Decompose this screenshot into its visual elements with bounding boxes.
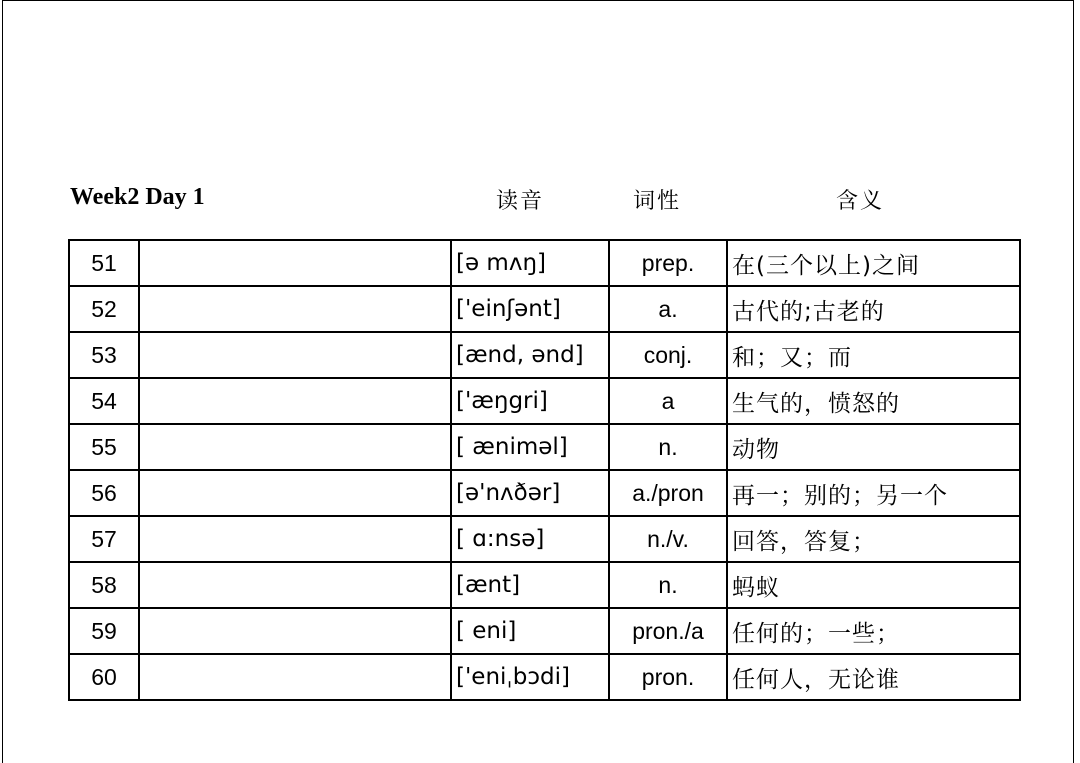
row-number-cell: 57: [69, 516, 139, 562]
phonetic-cell: [ə'nʌðər]: [451, 470, 609, 516]
meaning-cell: 回答，答复；: [727, 516, 1020, 562]
table-row: [69, 516, 1020, 562]
meaning-cell: 任何的；一些；: [727, 608, 1020, 654]
word-cell: [139, 332, 451, 378]
column-header-phonetic: 读音: [496, 189, 545, 214]
meaning-cell: 在(三个以上)之间: [727, 240, 1020, 286]
row-number-cell: 58: [69, 562, 139, 608]
meaning-cell: 生气的，愤怒的: [727, 378, 1020, 424]
column-header-part-of-speech: 词性: [633, 189, 682, 214]
word-cell: [139, 378, 451, 424]
word-cell: [139, 654, 451, 700]
part-of-speech-cell: prep.: [609, 240, 727, 286]
part-of-speech-cell: n.: [609, 562, 727, 608]
slide-page: [2, 0, 1074, 763]
meaning-cell: 任何人，无论谁: [727, 654, 1020, 700]
row-number-cell: 54: [69, 378, 139, 424]
meaning-cell: 再一；别的；另一个: [727, 470, 1020, 516]
part-of-speech-cell: a.: [609, 286, 727, 332]
table-row: [69, 378, 1020, 424]
table-row: [69, 332, 1020, 378]
meaning-cell: 蚂蚁: [727, 562, 1020, 608]
phonetic-cell: [ eni]: [451, 608, 609, 654]
phonetic-cell: [ænd, ənd]: [451, 332, 609, 378]
meaning-cell: 和；又；而: [727, 332, 1020, 378]
part-of-speech-cell: n.: [609, 424, 727, 470]
table-row: [69, 286, 1020, 332]
column-header-meaning: 含义: [836, 189, 885, 214]
part-of-speech-cell: pron./a: [609, 608, 727, 654]
word-cell: [139, 516, 451, 562]
page-heading: Week2 Day 1: [70, 184, 205, 210]
word-cell: [139, 562, 451, 608]
word-cell: [139, 286, 451, 332]
part-of-speech-cell: conj.: [609, 332, 727, 378]
word-cell: [139, 240, 451, 286]
part-of-speech-cell: a./pron: [609, 470, 727, 516]
phonetic-cell: [ ɑ:nsə]: [451, 516, 609, 562]
meaning-cell: 动物: [727, 424, 1020, 470]
phonetic-cell: ['eniˌbɔdi]: [451, 654, 609, 700]
row-number-cell: 53: [69, 332, 139, 378]
word-cell: [139, 470, 451, 516]
table-row: [69, 424, 1020, 470]
part-of-speech-cell: n./v.: [609, 516, 727, 562]
word-cell: [139, 608, 451, 654]
row-number-cell: 60: [69, 654, 139, 700]
part-of-speech-cell: a: [609, 378, 727, 424]
vocabulary-table: [68, 239, 1021, 701]
phonetic-cell: [ænt]: [451, 562, 609, 608]
phonetic-cell: [ ænimәl]: [451, 424, 609, 470]
table-row: [69, 562, 1020, 608]
phonetic-cell: ['einʃənt]: [451, 286, 609, 332]
table-row: [69, 240, 1020, 286]
phonetic-cell: ['æŋgri]: [451, 378, 609, 424]
row-number-cell: 56: [69, 470, 139, 516]
word-cell: [139, 424, 451, 470]
table-row: [69, 470, 1020, 516]
phonetic-cell: [ə mʌŋ]: [451, 240, 609, 286]
row-number-cell: 51: [69, 240, 139, 286]
table-row: [69, 608, 1020, 654]
table-row: [69, 654, 1020, 700]
row-number-cell: 59: [69, 608, 139, 654]
row-number-cell: 52: [69, 286, 139, 332]
row-number-cell: 55: [69, 424, 139, 470]
meaning-cell: 古代的;古老的: [727, 286, 1020, 332]
part-of-speech-cell: pron.: [609, 654, 727, 700]
